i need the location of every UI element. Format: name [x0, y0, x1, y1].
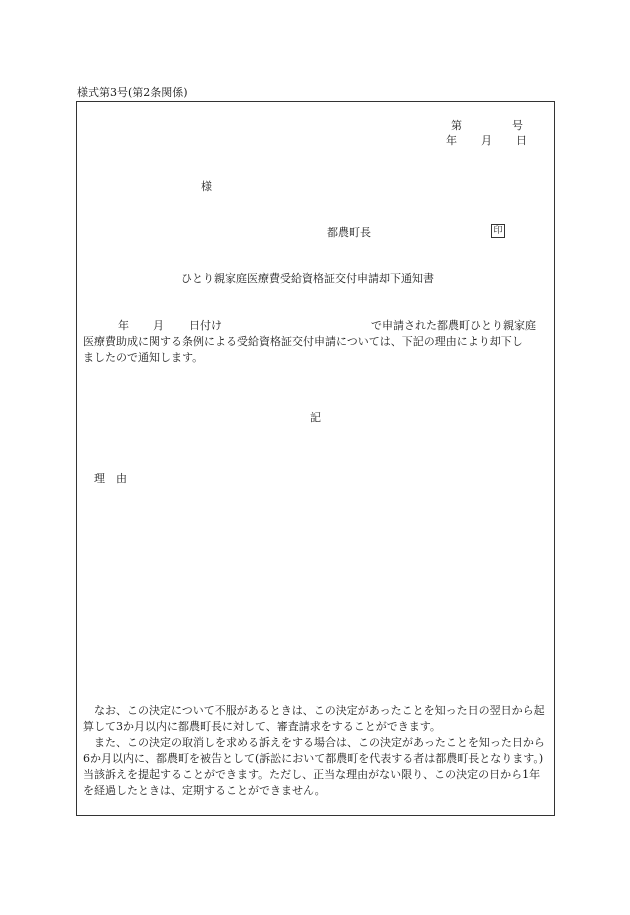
seal-mark: 印 — [491, 224, 505, 238]
reason-label: 理 由 — [94, 472, 127, 485]
notice-paragraph-1: なお、この決定について不服があるときは、この決定があったことを知った日の翌日から起算して3か月以内に都農町長に対して、審査請求をすることができます。 — [83, 704, 545, 733]
date-day: 日 — [516, 134, 527, 147]
document-number-suffix: 号 — [512, 119, 523, 132]
date-year: 年 — [446, 134, 457, 147]
notice-paragraph-2: また、この決定の取消しを求める訴えをする場合は、この決定があったことを知った日から6か月以内に、都農町を被告として(訴訟において都農町を代表する者は都農町長となります。)当該訴えを提起することができます。ただし、正当な理由がない限り、この決定の日から1年を経過したときは、定期することができません。 — [83, 736, 545, 797]
body-line3: ましたので通知します。 — [83, 351, 204, 364]
addressee-honorific: 様 — [201, 180, 212, 193]
document-title: ひとり親家庭医療費受給資格証交付申請却下通知書 — [181, 272, 434, 285]
ki-marker: 記 — [310, 411, 321, 424]
body-year: 年 — [118, 319, 129, 332]
document-number-prefix: 第 — [451, 119, 462, 132]
body-line2: 医療費助成に関する条例による受給資格証交付申請については、下記の理由により却下し — [83, 335, 523, 348]
date-month: 月 — [481, 134, 492, 147]
form-number: 様式第3号(第2条関係) — [77, 86, 188, 99]
body-date-suffix: 日付け — [189, 319, 222, 332]
body-line1-tail: で申請された都農町ひとり親家庭 — [371, 319, 536, 332]
body-month: 月 — [153, 319, 164, 332]
issuer-title: 都農町長 — [327, 226, 371, 239]
